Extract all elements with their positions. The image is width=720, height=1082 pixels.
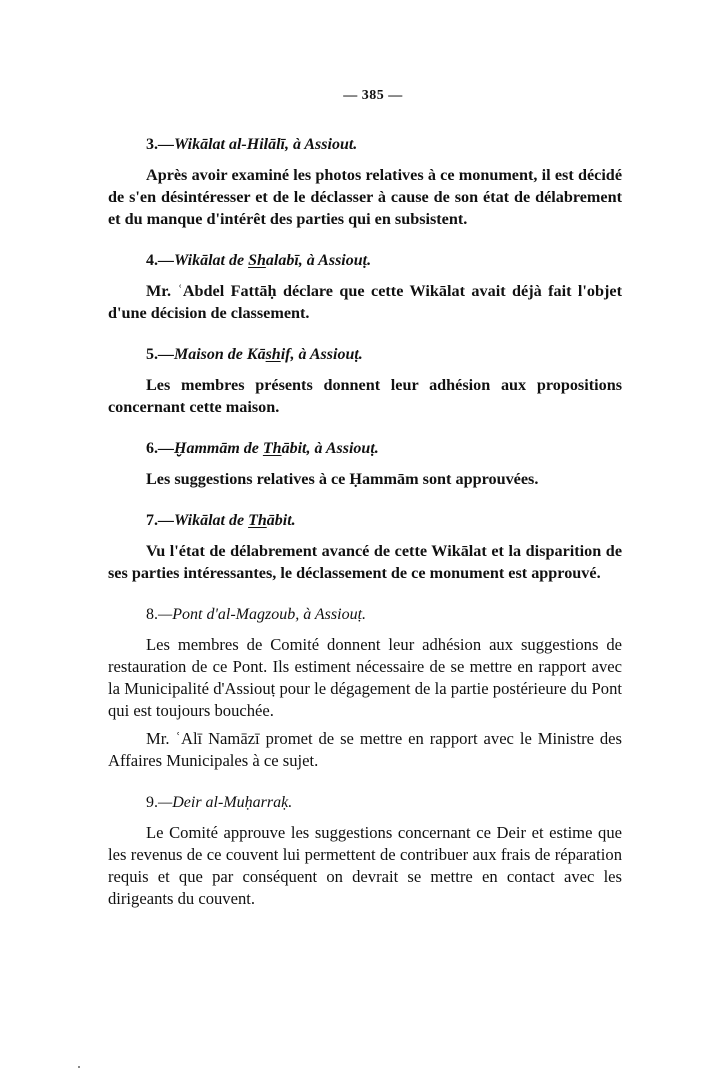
- page-number: — 385 —: [343, 88, 403, 103]
- section-title: —Ḫammām de: [158, 440, 263, 457]
- section-heading: [146, 510, 622, 532]
- section-number: 3.: [146, 136, 158, 153]
- paragraph: Mr. ʿAlī Namāzī promet de se mettre en rapport avec le Ministre des Affaires Municipales à ce sujet.: [108, 729, 622, 770]
- section-heading: [146, 438, 622, 460]
- section-8: [108, 604, 622, 772]
- section-title-rest: if, à Assiouṭ.: [280, 346, 363, 363]
- section-6: [108, 438, 622, 490]
- paragraph: Les suggestions relatives à ce Ḥammām sont approuvées.: [146, 470, 539, 488]
- section-title: —Wikālat al-Hilālī, à Assiout.: [158, 136, 358, 153]
- section-title-rest: ābit, à Assiouṭ.: [281, 440, 379, 457]
- section-9: [108, 792, 622, 910]
- section-heading: [146, 250, 622, 272]
- paragraph: Les membres présents donnent leur adhésion aux propositions concernant cette maison.: [108, 376, 622, 416]
- section-title: —Wikālat de: [158, 252, 249, 269]
- print-speck: [78, 1066, 80, 1068]
- section-number: 4.: [146, 252, 158, 269]
- paragraph: Les membres de Comité donnent leur adhésion aux suggestions de restauration de ce Pont. Ils estiment nécessaire de se mettre en rapport avec la Municipalité d'Assiouṭ pour le dégagement de la partie postérieure du Pont qui est toujours bouchée.: [108, 635, 622, 720]
- document-page: [108, 88, 622, 930]
- paragraph: Mr. ʿAbdel Fattāḥ déclare que cette Wikālat avait déjà fait l'objet d'une décision de classement.: [108, 282, 622, 322]
- section-title-underlined: Th: [262, 440, 282, 457]
- section-heading: [146, 134, 622, 156]
- section-title: —Wikālat de: [158, 512, 249, 529]
- section-number: 6.: [146, 440, 158, 457]
- section-title: —Deir al-Muḥarraḳ.: [158, 794, 293, 811]
- section-heading: [146, 792, 622, 814]
- section-title-rest: ābit.: [266, 512, 296, 529]
- section-number: 8.: [146, 606, 158, 623]
- paragraph: Le Comité approuve les suggestions concernant ce Deir et estime que les revenus de ce couvent lui permettent de contribuer aux frais de réparation requis et que par conséquent on devrait se mettre en contact avec les dirigeants du couvent.: [108, 823, 622, 908]
- section-title-underlined: sh: [265, 346, 281, 363]
- section-number: 9.: [146, 794, 158, 811]
- paragraph: Vu l'état de délabrement avancé de cette Wikālat et la disparition de ses parties intéressantes, le déclassement de ce monument est approuvé.: [108, 542, 622, 582]
- section-title-underlined: Sh: [248, 252, 266, 269]
- section-title-rest: alabī, à Assiouṭ.: [265, 252, 372, 269]
- section-number: 5.: [146, 346, 158, 363]
- section-title-underlined: Th: [248, 512, 267, 529]
- section-5: [108, 344, 622, 418]
- section-3: [108, 134, 622, 230]
- section-title: —Pont d'al-Magzoub, à Assiouṭ.: [158, 606, 367, 623]
- section-heading: [146, 344, 622, 366]
- section-7: [108, 510, 622, 584]
- section-title: —Maison de Kā: [158, 346, 266, 363]
- paragraph: Après avoir examiné les photos relatives à ce monument, il est décidé de s'en désintéresser et de le déclasser à cause de son état de délabrement et du manque d'intérêt des parties qui en subsistent.: [108, 166, 622, 228]
- section-number: 7.: [146, 512, 158, 529]
- section-4: [108, 250, 622, 324]
- section-heading: [146, 604, 622, 626]
